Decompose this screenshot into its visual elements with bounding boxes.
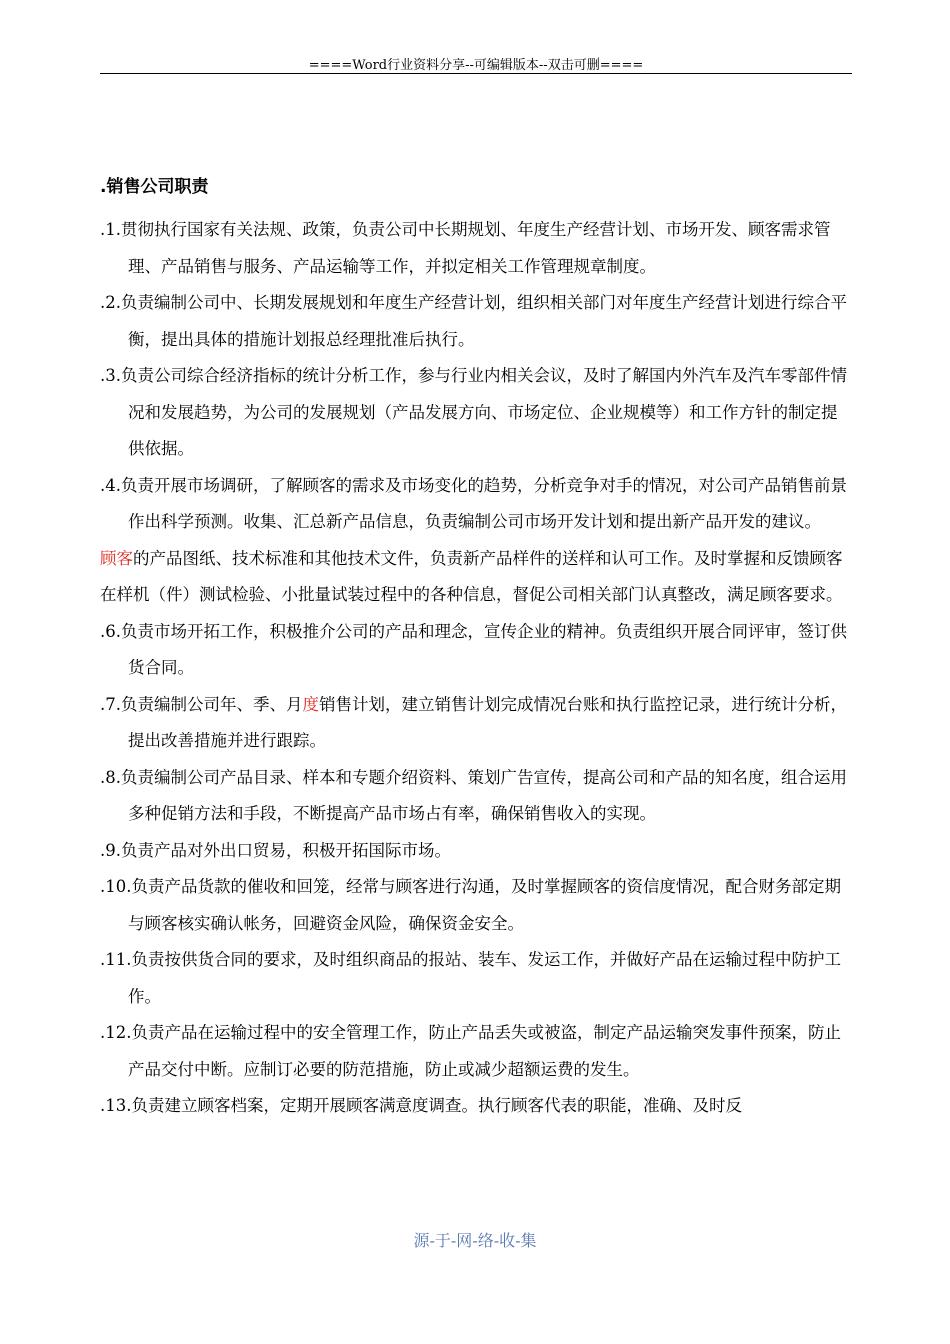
page-header: ====Word行业资料分享--可编辑版本--双击可删==== <box>308 58 644 73</box>
highlight-text: 度 <box>302 694 319 714</box>
duty-item-4: .4.负责开展市场调研，了解顾客的需求及市场变化的趋势，分析竞争对手的情况，对公司产品销售前景作出科学预测。收集、汇总新产品信息，负责编制公司市场开发计划和提出新产品开发的建议。 <box>100 475 847 531</box>
duty-item-7-after: 销售计划，建立销售计划完成情况台账和执行监控记录，进行统计分析，提出改善措施并进行跟踪。 <box>128 694 847 750</box>
duty-item-9: .9.负责产品对外出口贸易，积极开拓国际市场。 <box>100 840 451 860</box>
header-rule <box>100 73 852 74</box>
duty-item-12: .12.负责产品在运输过程中的安全管理工作，防止产品丢失或被盗，制定产品运输突发事件预案，防止产品交付中断。应制订必要的防范措施，防止或减少超额运费的发生。 <box>100 1023 841 1079</box>
duty-list <box>100 212 852 1125</box>
duty-item-1: .1.贯彻执行国家有关法规、政策，负责公司中长期规划、年度生产经营计划、市场开发、顾客需求管理、产品销售与服务、产品运输等工作，并拟定相关工作管理规章制度。 <box>100 220 831 276</box>
duty-item-2: .2.负责编制公司中、长期发展规划和年度生产经营计划，组织相关部门对年度生产经营计划进行综合平衡，提出具体的措施计划报总经理批准后执行。 <box>100 293 847 349</box>
duty-item-5-text: 的产品图纸、技术标准和其他技术文件，负责新产品样件的送样和认可工作。及时掌握和反馈顾客在样机（件）测试检验、小批量试装过程中的各种信息，督促公司相关部门认真整改，满足顾客要求。 <box>100 548 843 604</box>
highlight-text: 顾客 <box>100 548 133 568</box>
duty-item-10: .10.负责产品货款的催收和回笼，经常与顾客进行沟通，及时掌握顾客的资信度情况，配合财务部定期与顾客核实确认帐务，回避资金风险，确保资金安全。 <box>100 877 841 933</box>
duty-item-5 <box>100 541 852 614</box>
section-title: .销售公司职责 <box>100 177 209 197</box>
duty-item-6: .6.负责市场开拓工作，积极推介公司的产品和理念，宣传企业的精神。负责组织开展合同评审，签订供货合同。 <box>100 621 847 677</box>
page-footer: 源-于-网-络-收-集 <box>413 1231 537 1250</box>
duty-item-13: .13.负责建立顾客档案，定期开展顾客满意度调查。执行顾客代表的职能，准确、及时反 <box>100 1096 742 1115</box>
duty-item-7-before: .7.负责编制公司年、季、月 <box>100 694 303 714</box>
duty-item-8: .8.负责编制公司产品目录、样本和专题介绍资料、策划广告宣传，提高公司和产品的知名度，组合运用多种促销方法和手段，不断提高产品市场占有率，确保销售收入的实现。 <box>100 767 847 823</box>
duty-item-7 <box>100 687 852 760</box>
duty-item-3: .3.负责公司综合经济指标的统计分析工作，参与行业内相关会议，及时了解国内外汽车及汽车零部件情况和发展趋势，为公司的发展规划（产品发展方向、市场定位、企业规模等）和工作方针的制定提供依据。 <box>100 366 847 458</box>
duty-item-11: .11.负责按供货合同的要求，及时组织商品的报站、装车、发运工作，并做好产品在运输过程中防护工作。 <box>100 950 841 1006</box>
